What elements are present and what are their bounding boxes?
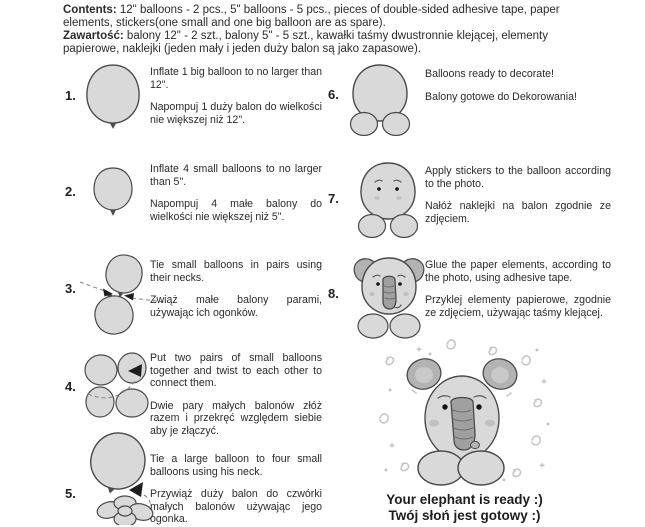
step-1-instruction-pl: Napompuj 1 duży balon do wielkości nie większej niż 12". (150, 101, 322, 126)
step-7-instruction-en: Apply stickers to the balloon according to the photo. (425, 165, 611, 190)
step-1-text (150, 66, 322, 126)
contents-line-pl (63, 30, 590, 56)
step-7-text (425, 165, 611, 225)
contents-label-pl: Zawartość: (63, 30, 124, 42)
elephant-head-illustration (349, 254, 429, 340)
step-6-number: 6. (328, 87, 339, 102)
step-8-number: 8. (328, 286, 339, 301)
step-8-instruction-pl: Przyklej elementy papierowe, zgodnie ze zdjęciem, używając taśmy klejącej. (425, 294, 611, 319)
step-2-instruction-en: Inflate 4 small balloons to no larger than 5". (150, 163, 322, 188)
small-balloon-illustration (92, 166, 134, 219)
step-4-number: 4. (65, 379, 76, 394)
step-6-instruction-pl: Balony gotowe do Dekorowania! (425, 90, 577, 103)
balloon-face-illustration (351, 160, 425, 239)
step-5-number: 5. (65, 486, 76, 501)
step-1-number: 1. (65, 88, 76, 103)
step-6-text (425, 68, 611, 103)
step-2-number: 2. (65, 184, 76, 199)
step-8-text (425, 259, 611, 319)
elephant-leg-balloon-right (458, 451, 504, 485)
step-5-instruction-en: Tie a large balloon to four small balloons using his neck. (150, 453, 322, 478)
step-4-text (150, 352, 322, 437)
finished-elephant-illustration (372, 338, 557, 488)
step-4-instruction-en: Put two pairs of small balloons together and twist to each other to connect them. (150, 352, 322, 389)
step-8-instruction-en: Glue the paper elements, according to the photo, using adhesive tape. (425, 259, 611, 284)
step-3-instruction-pl: Zwiąż małe balony parami, używając ich ogonków. (150, 294, 322, 319)
contents-label-en: Contents: (63, 4, 117, 16)
result-text-pl: Twój słoń jest gotowy :) (388, 507, 541, 523)
contents-header (63, 4, 590, 56)
step-3-instruction-en: Tie small balloons in pairs using their necks. (150, 259, 322, 284)
balloon-cluster-illustration (80, 352, 152, 424)
step-6-instruction-en: Balloons ready to decorate! (425, 68, 554, 80)
contents-text-en: 12" balloons - 2 pcs., 5" balloons - 5 pcs., pieces of double-sided adhesive tape, paper elements, stickers(one small and one big balloon are as spare). (63, 4, 560, 29)
step-2-instruction-pl: Napompuj 4 małe balony do wielkości nie większej niż 5". (150, 198, 322, 223)
step-4-instruction-pl: Dwie pary małych balonów złóż razem i przekręć względem siebie aby je złączyć. (150, 399, 322, 437)
result-caption (337, 492, 592, 523)
step-3-number: 3. (65, 281, 76, 296)
step-5-text (150, 453, 322, 526)
balloon-figure-illustration (344, 63, 416, 136)
contents-text-pl: balony 12" - 2 szt., balony 5" - 5 szt., kawałki taśmy dwustronnie klejącej, elementy papierowe, naklejki (jeden mały i jeden duży balon są jako zapasowe). (63, 30, 548, 55)
step-2-text (150, 163, 322, 223)
step-7-instruction-pl: Nałóż naklejki na balon zgodnie ze zdjęciem. (425, 200, 611, 225)
step-3-text (150, 259, 322, 319)
contents-line-en (63, 4, 590, 30)
big-balloon-illustration (84, 62, 142, 132)
step-1-instruction-en: Inflate 1 big balloon to no larger than 12". (150, 66, 322, 91)
step-5-instruction-pl: Przywiąż duży balon do czwórki małych balonów używając jego ogonka. (150, 488, 322, 525)
step-7-number: 7. (328, 191, 339, 206)
elephant-leg-balloon-left (418, 451, 464, 485)
result-text-en: Your elephant is ready :) (386, 492, 543, 507)
